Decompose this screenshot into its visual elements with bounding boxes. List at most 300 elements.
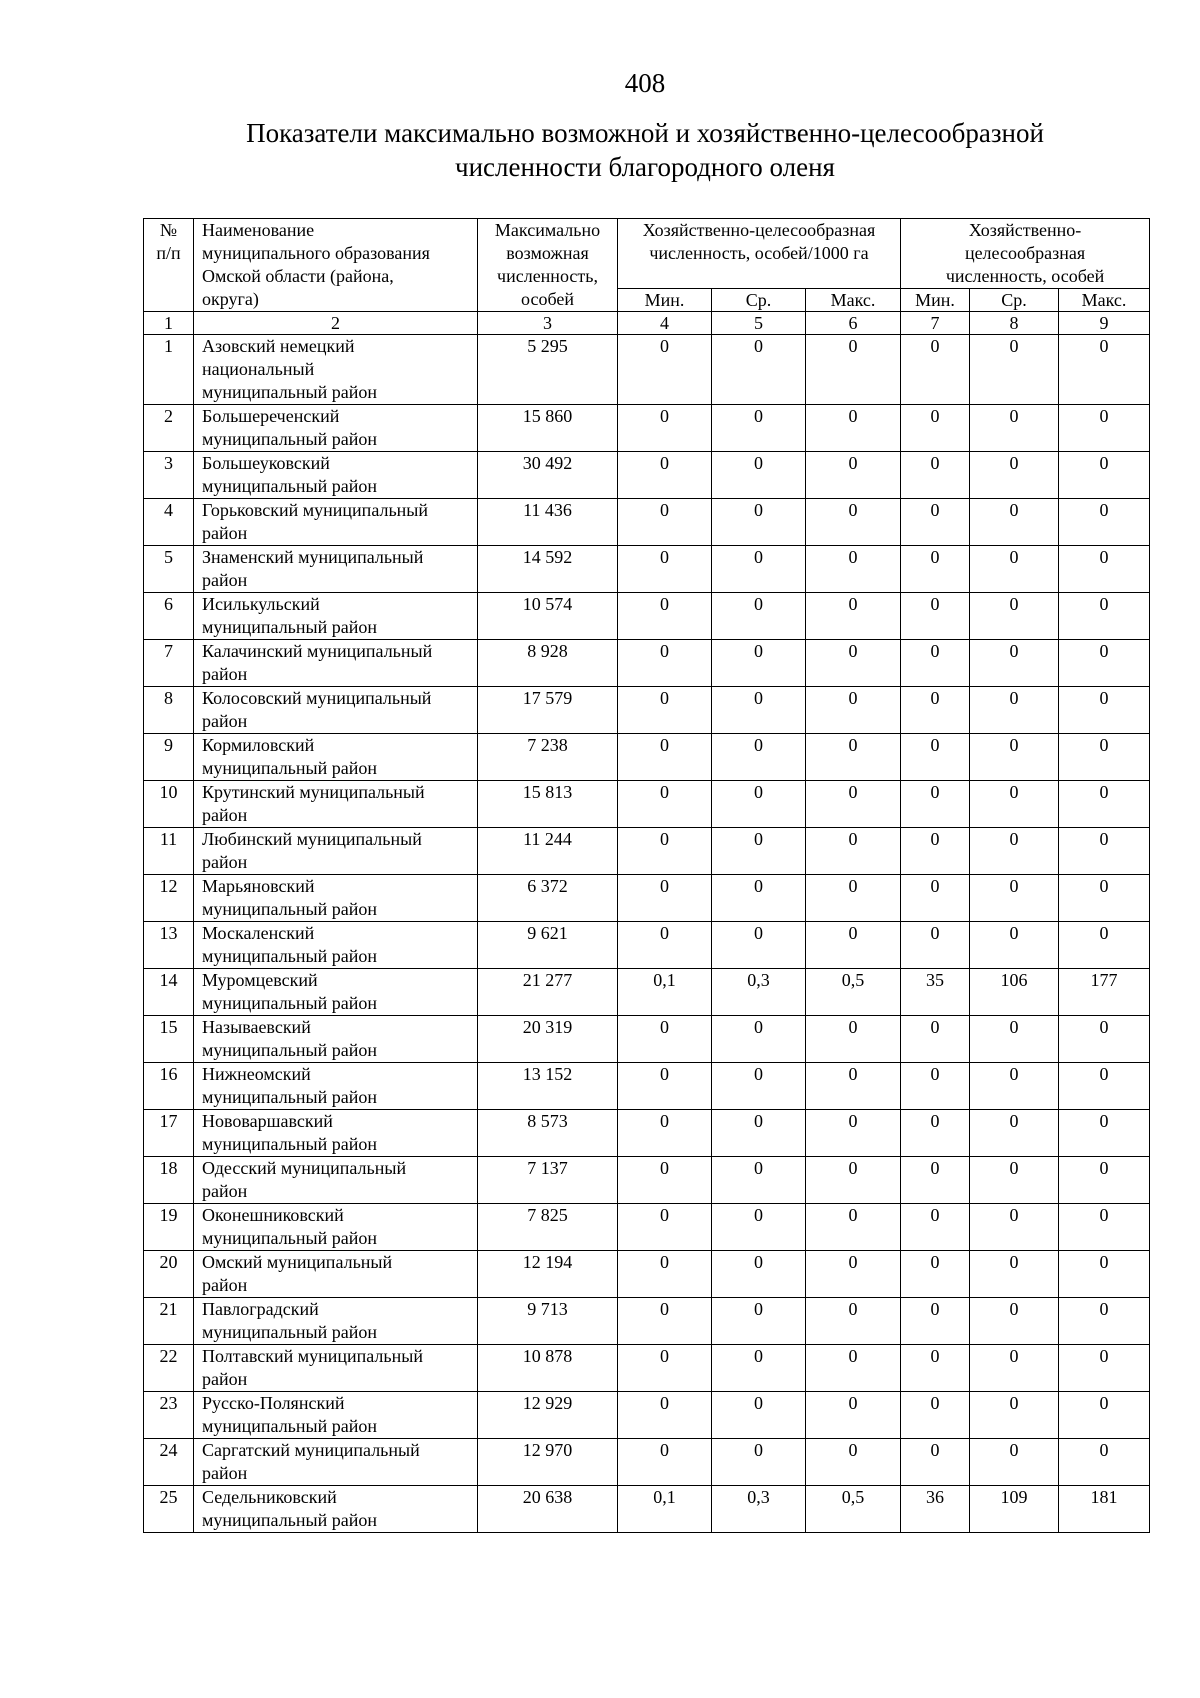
table-row [144, 499, 1150, 546]
row-name-cell [194, 875, 478, 922]
table-row [144, 1345, 1150, 1392]
row-number-cell: 5 [144, 546, 194, 593]
row-value-cell: 109 [970, 1486, 1059, 1533]
row-value-cell: 0 [1059, 922, 1150, 969]
row-value-cell: 0 [1059, 781, 1150, 828]
row-value-cell: 0 [806, 781, 901, 828]
row-value-cell: 177 [1059, 969, 1150, 1016]
row-value-cell: 0 [901, 640, 970, 687]
row-value-cell: 0 [618, 1204, 712, 1251]
table-row [144, 546, 1150, 593]
row-value-cell: 0,3 [712, 969, 806, 1016]
row-number-cell: 25 [144, 1486, 194, 1533]
row-name-line: Горьковский муниципальный [202, 500, 429, 520]
column-number-cell: 2 [194, 312, 478, 335]
row-value-cell: 0 [712, 1110, 806, 1157]
row-max-cell: 9 713 [478, 1298, 618, 1345]
row-value-cell: 0 [901, 828, 970, 875]
row-value-cell: 0 [712, 499, 806, 546]
row-value-cell: 0 [970, 640, 1059, 687]
row-value-cell: 0 [618, 546, 712, 593]
row-name-cell [194, 593, 478, 640]
row-name-cell [194, 734, 478, 781]
row-name-line: муниципальный район [202, 1134, 378, 1154]
column-number-cell: 1 [144, 312, 194, 335]
row-max-cell: 30 492 [478, 452, 618, 499]
header-name [194, 219, 478, 312]
row-value-cell: 0 [1059, 593, 1150, 640]
row-value-cell: 0 [970, 922, 1059, 969]
row-value-cell: 0 [901, 335, 970, 405]
table-row [144, 922, 1150, 969]
row-name-line: муниципальный район [202, 899, 378, 919]
column-number-cell: 6 [806, 312, 901, 335]
title-line-1: Показатели максимально возможной и хозяйственно-целесообразной [246, 118, 1044, 148]
row-name-cell [194, 1298, 478, 1345]
header-line: муниципального образования [202, 243, 430, 263]
column-number-cell: 7 [901, 312, 970, 335]
row-name-line: район [202, 711, 248, 731]
row-value-cell: 0 [901, 1016, 970, 1063]
row-value-cell: 0 [806, 640, 901, 687]
row-number-cell: 24 [144, 1439, 194, 1486]
row-name-cell [194, 1063, 478, 1110]
row-number-cell: 4 [144, 499, 194, 546]
row-value-cell: 0 [1059, 734, 1150, 781]
row-name-line: Павлоградский [202, 1299, 319, 1319]
row-value-cell: 0 [618, 335, 712, 405]
header-line: п/п [156, 243, 181, 263]
row-value-cell: 0 [618, 1110, 712, 1157]
row-value-cell: 0 [901, 1298, 970, 1345]
header-line: Наименование [202, 220, 315, 240]
row-number-cell: 19 [144, 1204, 194, 1251]
row-name-cell [194, 452, 478, 499]
row-value-cell: 35 [901, 969, 970, 1016]
column-number-cell: 3 [478, 312, 618, 335]
row-name-line: Москаленский [202, 923, 315, 943]
row-number-cell: 16 [144, 1063, 194, 1110]
row-name-line: муниципальный район [202, 1510, 378, 1530]
row-name-line: Седельниковский [202, 1487, 337, 1507]
row-value-cell: 0 [970, 1392, 1059, 1439]
row-value-cell: 0 [618, 687, 712, 734]
row-number-cell: 20 [144, 1251, 194, 1298]
row-value-cell: 0 [1059, 335, 1150, 405]
table-row [144, 452, 1150, 499]
row-value-cell: 0 [901, 687, 970, 734]
row-value-cell: 0 [618, 1392, 712, 1439]
column-numbers-row [144, 312, 1150, 335]
page-title [0, 116, 1200, 184]
row-max-cell: 6 372 [478, 875, 618, 922]
row-max-cell: 12 194 [478, 1251, 618, 1298]
row-value-cell: 0 [1059, 1063, 1150, 1110]
row-value-cell: 0 [970, 734, 1059, 781]
row-number-cell: 13 [144, 922, 194, 969]
table-row [144, 1392, 1150, 1439]
row-name-cell [194, 1345, 478, 1392]
row-name-line: муниципальный район [202, 1322, 378, 1342]
row-name-line: Большеуковский [202, 453, 330, 473]
row-name-line: район [202, 1275, 248, 1295]
row-number-cell: 2 [144, 405, 194, 452]
row-value-cell: 0 [618, 734, 712, 781]
header-line: возможная [506, 243, 589, 263]
row-name-line: муниципальный район [202, 382, 378, 402]
row-value-cell: 0 [806, 828, 901, 875]
title-line-2: численности благородного оленя [455, 152, 835, 182]
row-value-cell: 0 [806, 875, 901, 922]
row-name-line: Называевский [202, 1017, 311, 1037]
row-value-cell: 36 [901, 1486, 970, 1533]
row-value-cell: 0 [901, 452, 970, 499]
row-value-cell: 0 [1059, 875, 1150, 922]
row-value-cell: 0 [1059, 640, 1150, 687]
row-value-cell: 0 [970, 1157, 1059, 1204]
row-name-line: Нижнеомский [202, 1064, 311, 1084]
subheader-min: Мин. [618, 289, 712, 312]
header-line: Омской области (района, [202, 266, 394, 286]
row-value-cell: 0 [618, 1016, 712, 1063]
row-value-cell: 0 [712, 1157, 806, 1204]
row-value-cell: 0 [970, 1110, 1059, 1157]
row-value-cell: 0 [970, 335, 1059, 405]
row-name-line: район [202, 664, 248, 684]
header-line: особей [521, 289, 574, 309]
row-value-cell: 0 [712, 781, 806, 828]
row-max-cell: 9 621 [478, 922, 618, 969]
row-value-cell: 0 [901, 1204, 970, 1251]
row-value-cell: 0 [970, 546, 1059, 593]
table-row [144, 405, 1150, 452]
row-value-cell: 0 [806, 1251, 901, 1298]
row-value-cell: 0 [712, 405, 806, 452]
row-max-cell: 12 929 [478, 1392, 618, 1439]
row-number-cell: 17 [144, 1110, 194, 1157]
row-name-line: район [202, 1369, 248, 1389]
row-name-cell [194, 1110, 478, 1157]
row-value-cell: 0 [1059, 1110, 1150, 1157]
row-name-line: муниципальный район [202, 1040, 378, 1060]
row-value-cell: 0 [712, 1016, 806, 1063]
row-number-cell: 11 [144, 828, 194, 875]
row-max-cell: 14 592 [478, 546, 618, 593]
header-line: Хозяйственно- [968, 220, 1082, 240]
row-value-cell: 0 [618, 452, 712, 499]
row-value-cell: 0 [806, 687, 901, 734]
table-row [144, 1204, 1150, 1251]
header-max [478, 219, 618, 312]
row-name-cell [194, 640, 478, 687]
row-value-cell: 0 [1059, 1439, 1150, 1486]
row-value-cell: 0 [970, 781, 1059, 828]
row-max-cell: 20 638 [478, 1486, 618, 1533]
row-max-cell: 10 574 [478, 593, 618, 640]
row-value-cell: 0 [901, 593, 970, 640]
row-value-cell: 0,3 [712, 1486, 806, 1533]
row-name-cell [194, 922, 478, 969]
row-value-cell: 0,1 [618, 1486, 712, 1533]
row-name-line: Любинский муниципальный [202, 829, 422, 849]
row-value-cell: 0 [618, 781, 712, 828]
row-max-cell: 21 277 [478, 969, 618, 1016]
row-value-cell: 0 [901, 1345, 970, 1392]
row-value-cell: 0 [618, 1345, 712, 1392]
row-value-cell: 0 [806, 1298, 901, 1345]
row-value-cell: 0 [806, 593, 901, 640]
row-number-cell: 15 [144, 1016, 194, 1063]
table-row [144, 969, 1150, 1016]
row-value-cell: 0 [1059, 1204, 1150, 1251]
row-number-cell: 7 [144, 640, 194, 687]
row-name-cell [194, 1439, 478, 1486]
row-value-cell: 0 [806, 499, 901, 546]
row-max-cell: 15 860 [478, 405, 618, 452]
row-value-cell: 0 [618, 1063, 712, 1110]
row-value-cell: 0 [970, 405, 1059, 452]
row-name-line: муниципальный район [202, 429, 378, 449]
row-name-line: Русско-Полянский [202, 1393, 345, 1413]
row-value-cell: 0 [806, 1392, 901, 1439]
row-value-cell: 0 [970, 1204, 1059, 1251]
row-value-cell: 0 [1059, 1298, 1150, 1345]
row-max-cell: 7 137 [478, 1157, 618, 1204]
row-value-cell: 0 [712, 640, 806, 687]
row-name-cell [194, 499, 478, 546]
row-value-cell: 0 [712, 1251, 806, 1298]
row-value-cell: 0 [970, 1439, 1059, 1486]
row-value-cell: 0 [1059, 405, 1150, 452]
row-value-cell: 0 [970, 828, 1059, 875]
row-value-cell: 0 [901, 875, 970, 922]
row-value-cell: 0 [712, 1439, 806, 1486]
row-name-cell [194, 405, 478, 452]
row-value-cell: 0 [712, 546, 806, 593]
row-name-cell [194, 1486, 478, 1533]
row-name-cell [194, 1251, 478, 1298]
row-name-line: муниципальный район [202, 476, 378, 496]
column-number-cell: 5 [712, 312, 806, 335]
row-value-cell: 0 [901, 546, 970, 593]
column-number-cell: 8 [970, 312, 1059, 335]
table-row [144, 687, 1150, 734]
row-value-cell: 0,1 [618, 969, 712, 1016]
row-value-cell: 0 [712, 687, 806, 734]
header-line: округа) [202, 289, 259, 309]
row-value-cell: 0 [901, 1251, 970, 1298]
row-max-cell: 8 573 [478, 1110, 618, 1157]
row-value-cell: 0 [806, 405, 901, 452]
row-name-line: Колосовский муниципальный [202, 688, 432, 708]
row-value-cell: 0 [712, 828, 806, 875]
row-max-cell: 15 813 [478, 781, 618, 828]
row-number-cell: 8 [144, 687, 194, 734]
row-value-cell: 0 [712, 452, 806, 499]
header-line: № [159, 220, 178, 240]
row-value-cell: 0 [806, 1157, 901, 1204]
row-value-cell: 0 [712, 1204, 806, 1251]
row-value-cell: 0 [901, 1392, 970, 1439]
row-name-line: муниципальный район [202, 1416, 378, 1436]
row-name-cell [194, 687, 478, 734]
row-number-cell: 21 [144, 1298, 194, 1345]
row-name-line: Марьяновский [202, 876, 315, 896]
row-value-cell: 0 [901, 499, 970, 546]
row-value-cell: 0 [712, 1392, 806, 1439]
row-name-line: национальный [202, 359, 315, 379]
row-name-line: район [202, 1463, 248, 1483]
subheader-avg: Ср. [712, 289, 806, 312]
row-name-line: район [202, 570, 248, 590]
row-value-cell: 0,5 [806, 969, 901, 1016]
row-value-cell: 0 [806, 1016, 901, 1063]
row-value-cell: 0 [901, 1110, 970, 1157]
row-value-cell: 0 [806, 1345, 901, 1392]
table-row [144, 335, 1150, 405]
row-value-cell: 0 [970, 593, 1059, 640]
row-name-cell [194, 335, 478, 405]
row-value-cell: 0 [1059, 546, 1150, 593]
row-value-cell: 0 [970, 499, 1059, 546]
row-max-cell: 11 244 [478, 828, 618, 875]
table-row [144, 1486, 1150, 1533]
row-value-cell: 181 [1059, 1486, 1150, 1533]
row-number-cell: 10 [144, 781, 194, 828]
row-name-line: район [202, 1181, 248, 1201]
row-value-cell: 0 [1059, 1345, 1150, 1392]
row-value-cell: 0 [1059, 1251, 1150, 1298]
header-line: численность, [497, 266, 598, 286]
row-max-cell: 7 238 [478, 734, 618, 781]
table-row [144, 640, 1150, 687]
header-line: Максимально [494, 220, 601, 240]
table-row [144, 1157, 1150, 1204]
row-number-cell: 22 [144, 1345, 194, 1392]
row-max-cell: 7 825 [478, 1204, 618, 1251]
row-value-cell: 0 [712, 734, 806, 781]
row-value-cell: 0 [806, 1110, 901, 1157]
row-name-line: муниципальный район [202, 617, 378, 637]
row-value-cell: 0 [618, 499, 712, 546]
row-number-cell: 3 [144, 452, 194, 499]
row-value-cell: 0 [806, 1439, 901, 1486]
row-name-cell [194, 969, 478, 1016]
row-value-cell: 0 [806, 1204, 901, 1251]
row-value-cell: 0 [618, 1439, 712, 1486]
row-value-cell: 0 [618, 593, 712, 640]
row-value-cell: 0 [712, 922, 806, 969]
row-name-line: муниципальный район [202, 993, 378, 1013]
row-number-cell: 23 [144, 1392, 194, 1439]
row-value-cell: 0 [806, 452, 901, 499]
row-value-cell: 0 [618, 1251, 712, 1298]
page-number: 408 [624, 68, 666, 98]
subheader-max: Макс. [806, 289, 901, 312]
table-row [144, 828, 1150, 875]
deer-population-table [143, 218, 1150, 1533]
row-name-cell [194, 1204, 478, 1251]
row-max-cell: 10 878 [478, 1345, 618, 1392]
row-name-line: Большереченский [202, 406, 340, 426]
row-number-cell: 1 [144, 335, 194, 405]
table-row [144, 1298, 1150, 1345]
row-max-cell: 12 970 [478, 1439, 618, 1486]
row-max-cell: 13 152 [478, 1063, 618, 1110]
row-name-cell [194, 828, 478, 875]
row-value-cell: 0 [970, 1063, 1059, 1110]
row-name-line: Нововаршавский [202, 1111, 333, 1131]
row-value-cell: 0,5 [806, 1486, 901, 1533]
row-value-cell: 0 [618, 1157, 712, 1204]
row-name-line: Исилькульский [202, 594, 320, 614]
row-value-cell: 0 [970, 875, 1059, 922]
row-number-cell: 12 [144, 875, 194, 922]
header-density-group [618, 219, 901, 289]
row-number-cell: 14 [144, 969, 194, 1016]
table-row [144, 781, 1150, 828]
subheader-avg: Ср. [970, 289, 1059, 312]
row-max-cell: 17 579 [478, 687, 618, 734]
row-value-cell: 0 [806, 734, 901, 781]
row-value-cell: 0 [1059, 1016, 1150, 1063]
row-name-line: муниципальный район [202, 758, 378, 778]
row-value-cell: 0 [618, 922, 712, 969]
row-name-line: район [202, 852, 248, 872]
row-name-line: Крутинский муниципальный [202, 782, 425, 802]
table-row [144, 593, 1150, 640]
header-line: численность, особей [945, 266, 1105, 286]
row-value-cell: 0 [618, 828, 712, 875]
row-name-line: Омский муниципальный [202, 1252, 393, 1272]
row-value-cell: 0 [618, 405, 712, 452]
row-name-line: Одесский муниципальный [202, 1158, 407, 1178]
row-name-cell [194, 546, 478, 593]
row-name-line: район [202, 805, 248, 825]
row-name-line: Знаменский муниципальный [202, 547, 424, 567]
row-value-cell: 0 [806, 922, 901, 969]
column-number-cell: 9 [1059, 312, 1150, 335]
row-value-cell: 0 [901, 405, 970, 452]
row-name-cell [194, 1157, 478, 1204]
row-value-cell: 0 [970, 1251, 1059, 1298]
row-value-cell: 0 [712, 1345, 806, 1392]
row-name-line: Кормиловский [202, 735, 315, 755]
row-value-cell: 0 [970, 452, 1059, 499]
table-row [144, 1016, 1150, 1063]
row-max-cell: 5 295 [478, 335, 618, 405]
row-name-line: Полтавский муниципальный [202, 1346, 423, 1366]
row-value-cell: 0 [901, 781, 970, 828]
row-name-line: Саргатский муниципальный [202, 1440, 420, 1460]
row-number-cell: 9 [144, 734, 194, 781]
row-name-line: Калачинский муниципальный [202, 641, 433, 661]
row-value-cell: 0 [1059, 828, 1150, 875]
header-num [144, 219, 194, 312]
row-name-line: район [202, 523, 248, 543]
row-value-cell: 0 [901, 1439, 970, 1486]
table-row [144, 1110, 1150, 1157]
row-value-cell: 0 [712, 593, 806, 640]
subheader-min: Мин. [901, 289, 970, 312]
row-number-cell: 18 [144, 1157, 194, 1204]
row-value-cell: 0 [970, 1298, 1059, 1345]
row-value-cell: 0 [712, 875, 806, 922]
row-value-cell: 106 [970, 969, 1059, 1016]
row-value-cell: 0 [806, 335, 901, 405]
row-value-cell: 0 [712, 1298, 806, 1345]
row-value-cell: 0 [1059, 499, 1150, 546]
